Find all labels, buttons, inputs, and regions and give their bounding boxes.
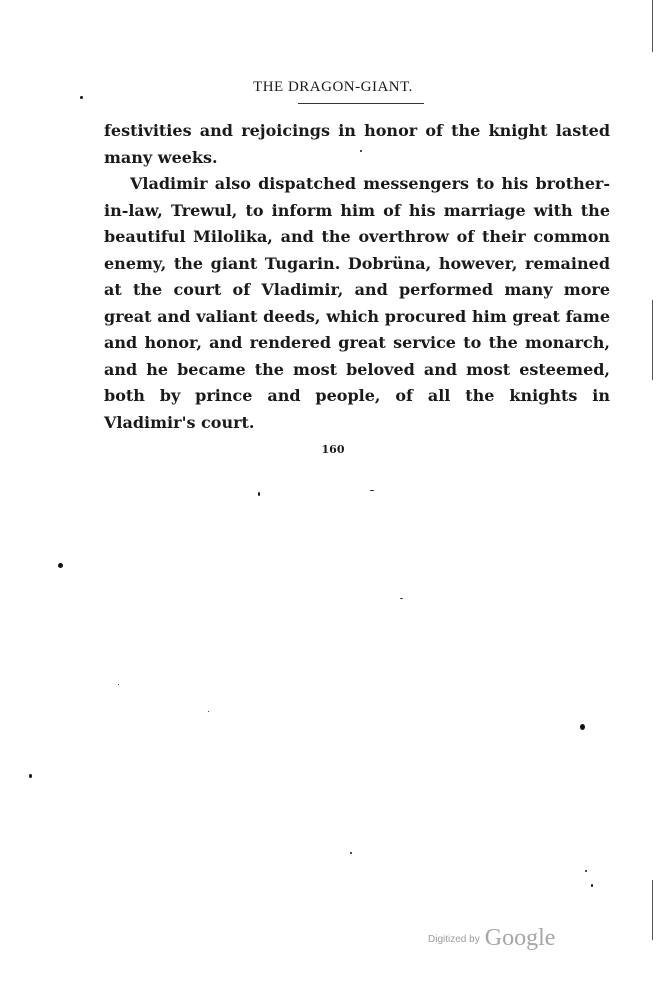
scan-speck <box>118 684 119 685</box>
scan-speck <box>370 490 374 491</box>
running-head-rule <box>298 103 424 104</box>
scan-speck <box>29 774 32 778</box>
scan-speck <box>350 852 352 854</box>
scan-speck <box>258 492 260 496</box>
scan-speck <box>58 563 63 568</box>
scan-speck <box>360 150 362 152</box>
scan-speck <box>585 870 587 872</box>
scan-speck <box>80 96 83 99</box>
scan-speck <box>580 724 585 730</box>
scan-edge-line <box>652 880 653 940</box>
digitized-watermark <box>428 925 555 952</box>
google-logo: Google <box>484 925 556 951</box>
page-number: 160 <box>321 443 345 456</box>
scan-speck <box>400 598 403 599</box>
body-text <box>104 118 610 436</box>
scan-speck <box>208 711 209 712</box>
scan-edge-line <box>652 300 653 380</box>
paragraph-continued: festivities and rejoicings in honor of the knight lasted many weeks. <box>104 121 610 167</box>
scan-speck <box>591 884 593 887</box>
paragraph: Vladimir also dispatched messengers to his brother-in-law, Trewul, to inform him of his marriage with the beautiful Milolika, and the overthrow of their common enemy, the giant Tugarin. Dobrüna, however, remained at the court of Vladimir, and performed many more great and valiant deeds, which procured him great fame and honor, and rendered great service to the monarch, and he became the most beloved and most esteemed, both by prince and people, of all the knights in Vladimir's court. <box>104 174 610 432</box>
scan-edge-line <box>652 0 653 52</box>
watermark-prefix: Digitized by <box>428 934 480 945</box>
running-head: THE DRAGON-GIANT. <box>253 79 413 95</box>
